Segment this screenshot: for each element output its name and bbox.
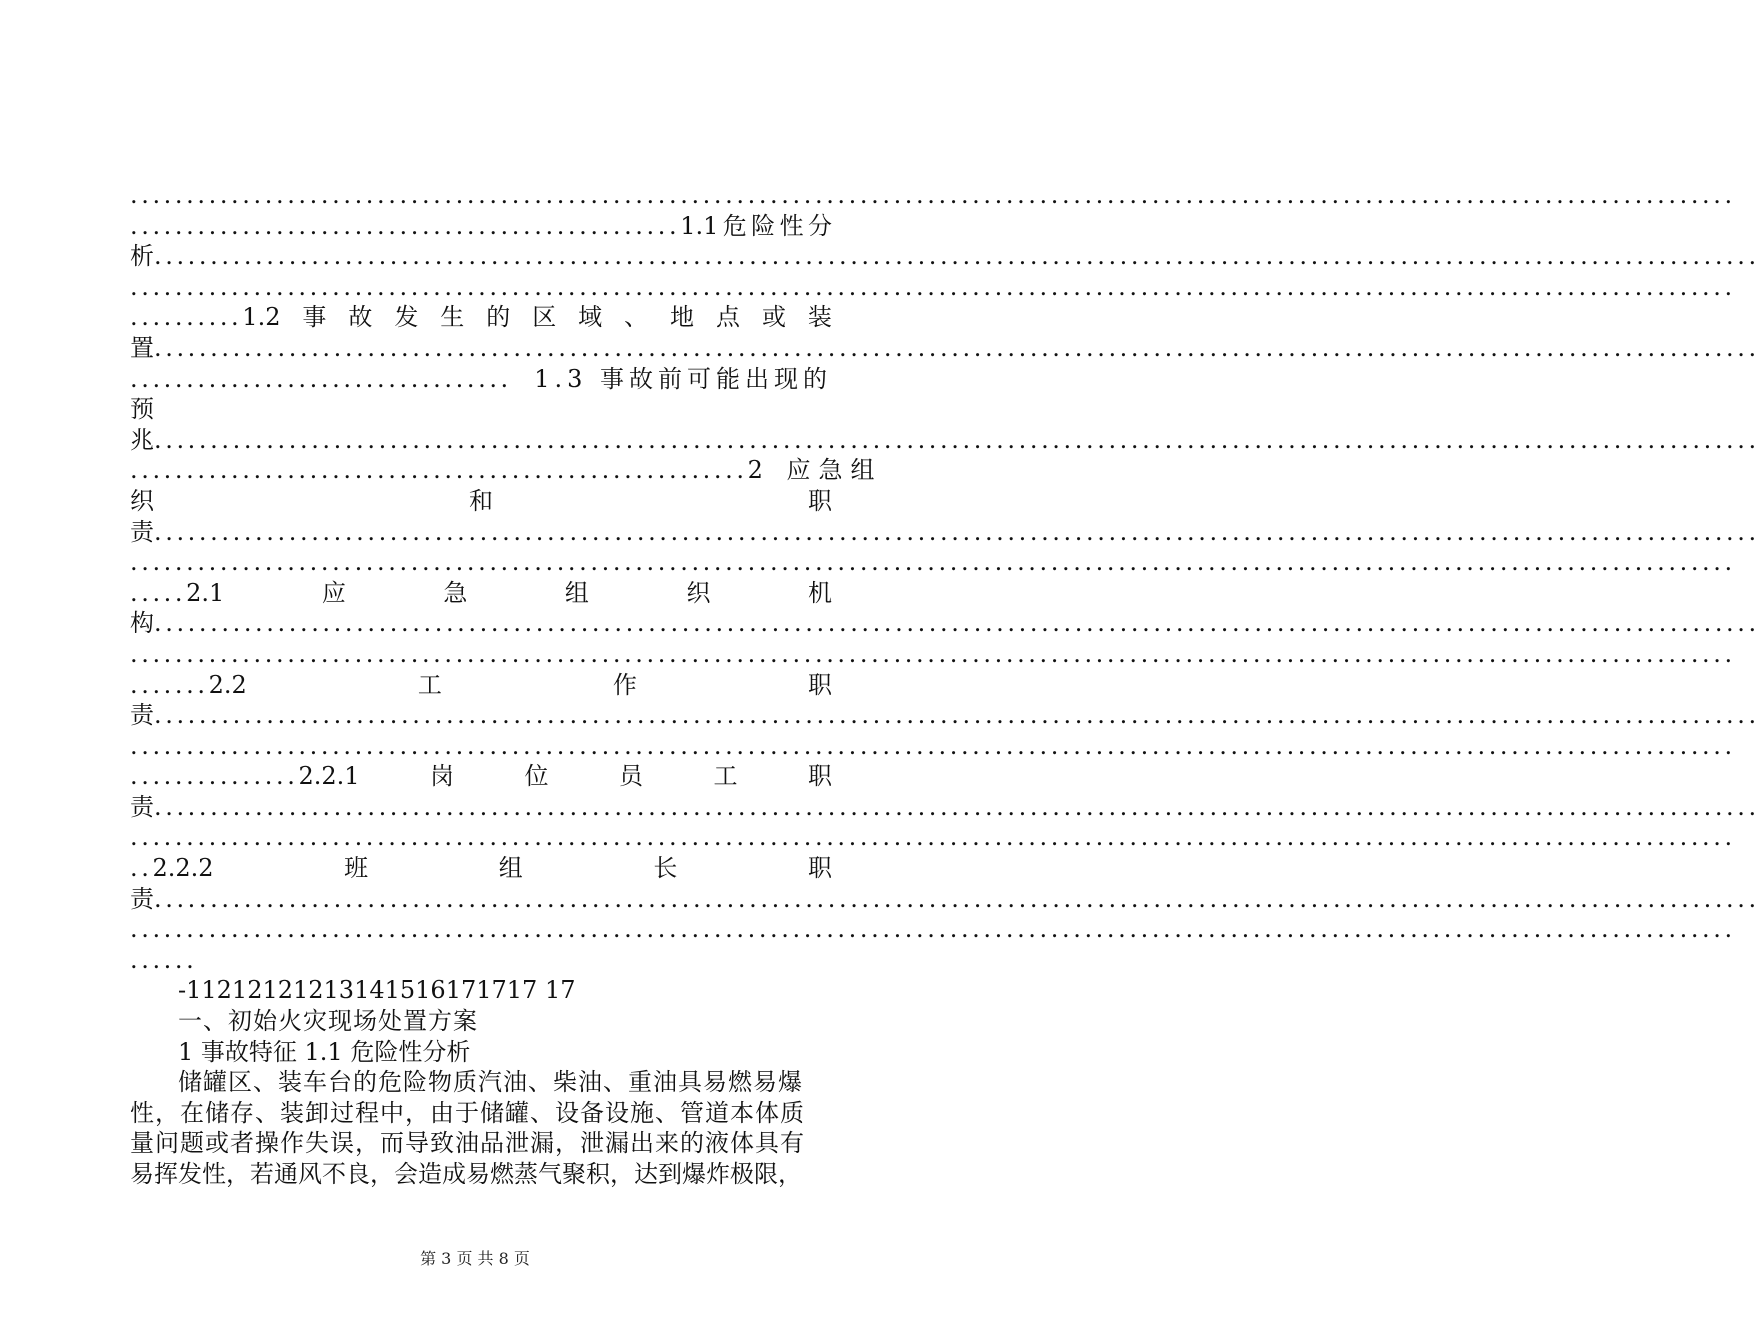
toc-text: 班 xyxy=(344,854,369,883)
toc-text: 组 xyxy=(498,854,523,883)
body-paragraph-line: 储罐区、装车台的危险物质汽油、柴油、重油具易燃易爆 xyxy=(178,1068,803,1097)
toc-line xyxy=(130,486,832,517)
toc-text: 织 xyxy=(130,486,154,515)
toc-leader: ............................................................................................................................................... xyxy=(154,425,1760,454)
toc-text: 和 xyxy=(469,486,493,515)
toc-leader: ............................................................................................................................................... xyxy=(154,792,1760,821)
toc-leader: ............................................................................................................................................... xyxy=(130,272,1736,301)
toc-leader: ..... xyxy=(130,578,187,607)
toc-leader: .. xyxy=(130,854,153,883)
page-footer: 第 3 页 共 8 页 xyxy=(420,1249,530,1268)
toc-text: 置 xyxy=(130,333,154,362)
subsection-title: 1 事故特征 1.1 危险性分析 xyxy=(178,1037,471,1066)
toc-text: 险 xyxy=(751,211,776,240)
toc-entry-1-3 xyxy=(130,364,832,395)
toc-text: 点 xyxy=(716,303,740,332)
toc-entry-2-2-2 xyxy=(130,853,832,884)
toc-text: 织 xyxy=(686,578,711,607)
toc-leader: ....... xyxy=(130,670,209,699)
toc-leader: ............................................................................................................................................... xyxy=(130,181,1736,209)
toc-line xyxy=(130,180,1736,211)
toc-text: 兆 xyxy=(130,425,154,454)
toc-leader: .......... xyxy=(130,303,243,332)
toc-entry-2-1 xyxy=(130,578,832,609)
toc-line xyxy=(130,394,832,425)
toc-line xyxy=(130,608,1760,639)
toc-text: 机 xyxy=(807,578,832,607)
toc-number: 2.2.1 xyxy=(298,762,360,791)
toc-leader: ............................................................................................................................................... xyxy=(154,517,1760,546)
toc-leader: ............................................................................................................................................... xyxy=(130,639,1736,668)
toc-line xyxy=(130,700,1760,731)
toc-line xyxy=(130,425,1760,456)
toc-text: 、 xyxy=(624,303,649,332)
toc-text: 域 xyxy=(578,303,603,332)
toc-leader: ....................................................... xyxy=(130,456,748,485)
toc-text: 工 xyxy=(713,762,738,791)
toc-entry-2-2 xyxy=(130,670,832,701)
toc-text: 的 xyxy=(486,303,511,332)
toc-text: 责 xyxy=(130,701,154,730)
toc-text: 工 xyxy=(417,670,442,699)
toc-text: 或 xyxy=(761,303,786,332)
toc-text: 岗 xyxy=(430,762,454,791)
toc-leader: ...... xyxy=(130,945,198,974)
toc-text: 装 xyxy=(807,303,832,332)
toc-leader: .................................. xyxy=(130,364,512,393)
toc-text: 责 xyxy=(130,517,154,546)
toc-entry-1-2 xyxy=(130,302,832,333)
toc-line xyxy=(130,517,1760,548)
toc-text: 区 xyxy=(532,303,557,332)
toc-line xyxy=(130,914,1736,945)
body-paragraph-line: 性，在储存、装卸过程中，由于储罐、设备设施、管道本体质 xyxy=(130,1098,805,1127)
toc-line xyxy=(130,272,1736,303)
toc-text: 责 xyxy=(130,792,154,821)
toc-leader: ............................................................................................................................................... xyxy=(130,915,1736,944)
toc-line xyxy=(130,241,1760,272)
toc-text: 职 xyxy=(807,762,832,791)
section-title: 一、初始火灾现场处置方案 xyxy=(178,1007,478,1036)
toc-text: 急 xyxy=(443,578,468,607)
toc-text: 员 xyxy=(618,762,643,791)
toc-line xyxy=(130,792,1760,823)
toc-leader: ............................................................................................................................................... xyxy=(154,609,1760,638)
toc-text: 长 xyxy=(653,854,678,883)
toc-line xyxy=(130,822,1736,853)
toc-leader: ............................................................................................................................................... xyxy=(154,333,1760,362)
toc-text: 组 xyxy=(564,578,589,607)
toc-text: 地 xyxy=(670,303,695,332)
toc-text: 构 xyxy=(130,609,154,638)
toc-text: 故 xyxy=(348,303,373,332)
toc-leader: ............................................................................................................................................... xyxy=(130,548,1736,577)
body-paragraph-line: 易挥发性，若通风不良，会造成易燃蒸气聚积，达到爆炸极限， xyxy=(130,1160,802,1188)
toc-content xyxy=(130,180,1760,1190)
toc-text: 1.3 事故前可能出现的 xyxy=(534,364,832,393)
toc-text: 析 xyxy=(130,242,154,271)
toc-entry-2-2-1 xyxy=(130,761,832,792)
toc-text: 职 xyxy=(808,486,832,515)
toc-number: 2.2 xyxy=(208,670,247,699)
toc-leader: ............................................................................................................................................... xyxy=(154,242,1760,271)
toc-text: 危 xyxy=(722,211,747,240)
toc-text: 分 xyxy=(807,211,832,240)
body-paragraph-line: 量问题或者操作失误，而导致油品泄漏，泄漏出来的液体具有 xyxy=(130,1129,805,1158)
toc-page-numbers: -11212121213141516171717 17 xyxy=(178,976,576,1005)
toc-text: 事 xyxy=(302,303,327,332)
toc-number: 2.2.2 xyxy=(152,854,214,883)
toc-text: 2 应急组 xyxy=(747,456,883,485)
toc-number: 1.1 xyxy=(680,211,719,240)
toc-text: 作 xyxy=(612,670,637,699)
toc-text: 发 xyxy=(394,303,419,332)
toc-text: 性 xyxy=(779,211,804,240)
toc-text: 位 xyxy=(524,762,549,791)
toc-entry-2 xyxy=(130,455,883,486)
toc-text: 预 xyxy=(130,395,154,424)
toc-line xyxy=(130,945,832,976)
toc-leader: ................................................. xyxy=(130,211,681,240)
toc-line xyxy=(130,333,1760,364)
toc-entry-1-1 xyxy=(130,211,832,242)
toc-line xyxy=(130,731,1736,762)
toc-text: 应 xyxy=(321,578,346,607)
toc-leader: ............... xyxy=(130,762,299,791)
toc-text: 职 xyxy=(807,670,832,699)
toc-text: 生 xyxy=(440,303,465,332)
toc-line xyxy=(130,639,1736,670)
toc-text: 责 xyxy=(130,884,154,913)
toc-leader: ............................................................................................................................................... xyxy=(154,884,1760,913)
toc-text: 职 xyxy=(807,854,832,883)
toc-number: 2.1 xyxy=(186,578,225,607)
toc-line xyxy=(130,884,1760,915)
toc-line xyxy=(130,547,1736,578)
toc-leader: ............................................................................................................................................... xyxy=(154,701,1760,730)
toc-leader: ............................................................................................................................................... xyxy=(130,823,1736,852)
toc-number: 1.2 xyxy=(242,303,281,332)
toc-leader: ............................................................................................................................................... xyxy=(130,731,1736,760)
